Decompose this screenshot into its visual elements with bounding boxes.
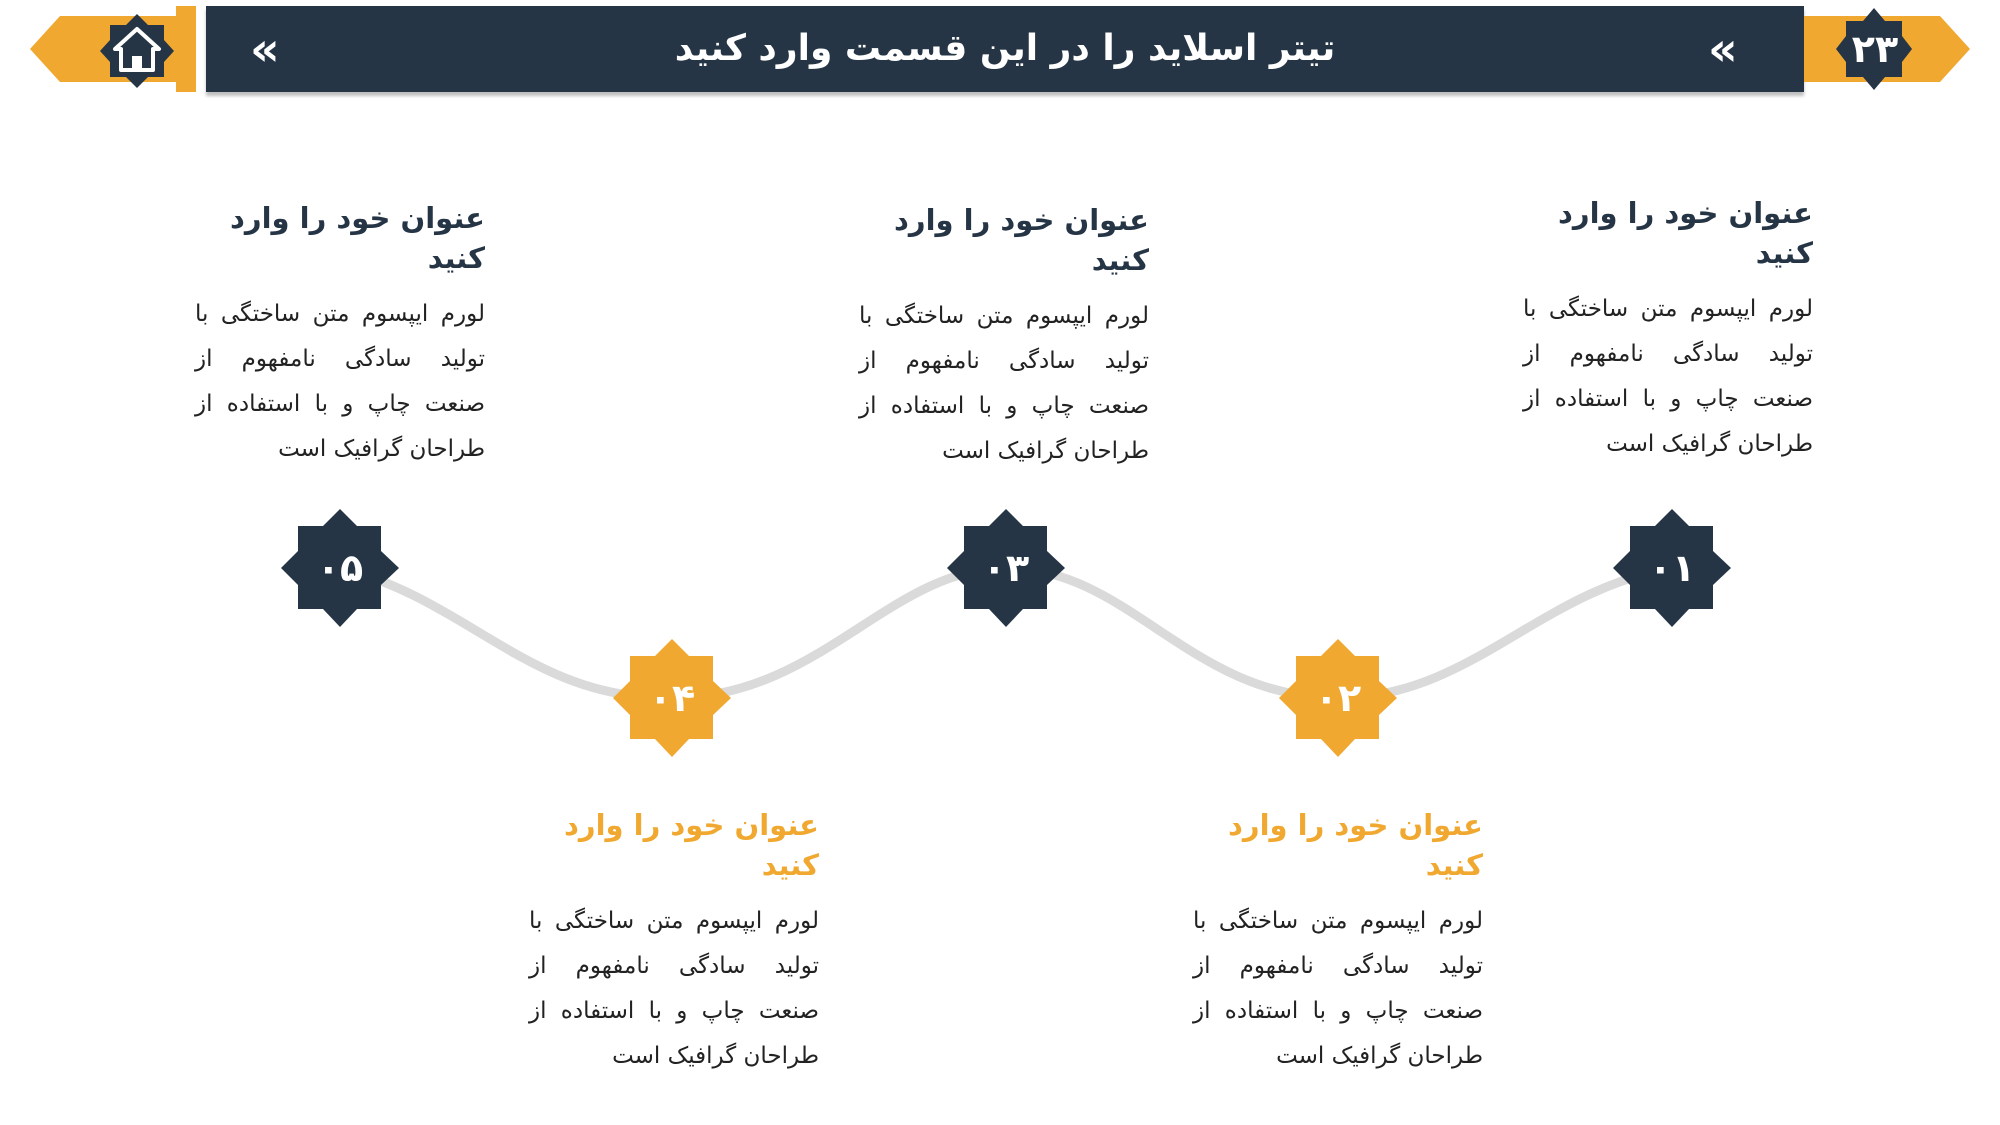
step-02-title: عنوان خود را وارد کنید bbox=[1228, 808, 1483, 882]
step-03-title: عنوان خود را وارد کنید bbox=[894, 203, 1149, 277]
step-03-block bbox=[859, 200, 1149, 474]
step-04-title: عنوان خود را وارد کنید bbox=[564, 808, 819, 882]
step-04-block bbox=[529, 805, 819, 1079]
step-01-title: عنوان خود را وارد کنید bbox=[1558, 196, 1813, 270]
step-02-text: لورم ایپسوم متن ساختگی با تولید سادگی نامفهوم از صنعت چاپ و با استفاده از طراحان گرافیک است bbox=[1193, 908, 1483, 1069]
step-01-number: ۰۱ bbox=[1648, 546, 1696, 590]
step-05-block bbox=[195, 198, 485, 472]
page-number: ۲۳ bbox=[1851, 27, 1899, 71]
double-chevron-left-icon[interactable]: « bbox=[250, 22, 266, 76]
step-01-text: لورم ایپسوم متن ساختگی با تولید سادگی نامفهوم از صنعت چاپ و با استفاده از طراحان گرافیک است bbox=[1523, 296, 1813, 457]
slide-title: تیتر اسلاید را در این قسمت وارد کنید bbox=[674, 28, 1336, 69]
step-05-number: ۰۵ bbox=[316, 546, 364, 590]
step-05-title: عنوان خود را وارد کنید bbox=[230, 201, 485, 275]
step-05-text: لورم ایپسوم متن ساختگی با تولید سادگی نامفهوم از صنعت چاپ و با استفاده از طراحان گرافیک است bbox=[195, 301, 485, 462]
step-04-text: لورم ایپسوم متن ساختگی با تولید سادگی نامفهوم از صنعت چاپ و با استفاده از طراحان گرافیک است bbox=[529, 908, 819, 1069]
double-chevron-right-icon[interactable]: « bbox=[1708, 22, 1724, 76]
step-02-block bbox=[1193, 805, 1483, 1079]
step-03-text: لورم ایپسوم متن ساختگی با تولید سادگی نامفهوم از صنعت چاپ و با استفاده از طراحان گرافیک است bbox=[859, 303, 1149, 464]
step-03-number: ۰۳ bbox=[982, 546, 1030, 590]
step-02-number: ۰۲ bbox=[1314, 676, 1362, 720]
step-01-block bbox=[1523, 193, 1813, 467]
step-04-number: ۰۴ bbox=[648, 676, 696, 720]
